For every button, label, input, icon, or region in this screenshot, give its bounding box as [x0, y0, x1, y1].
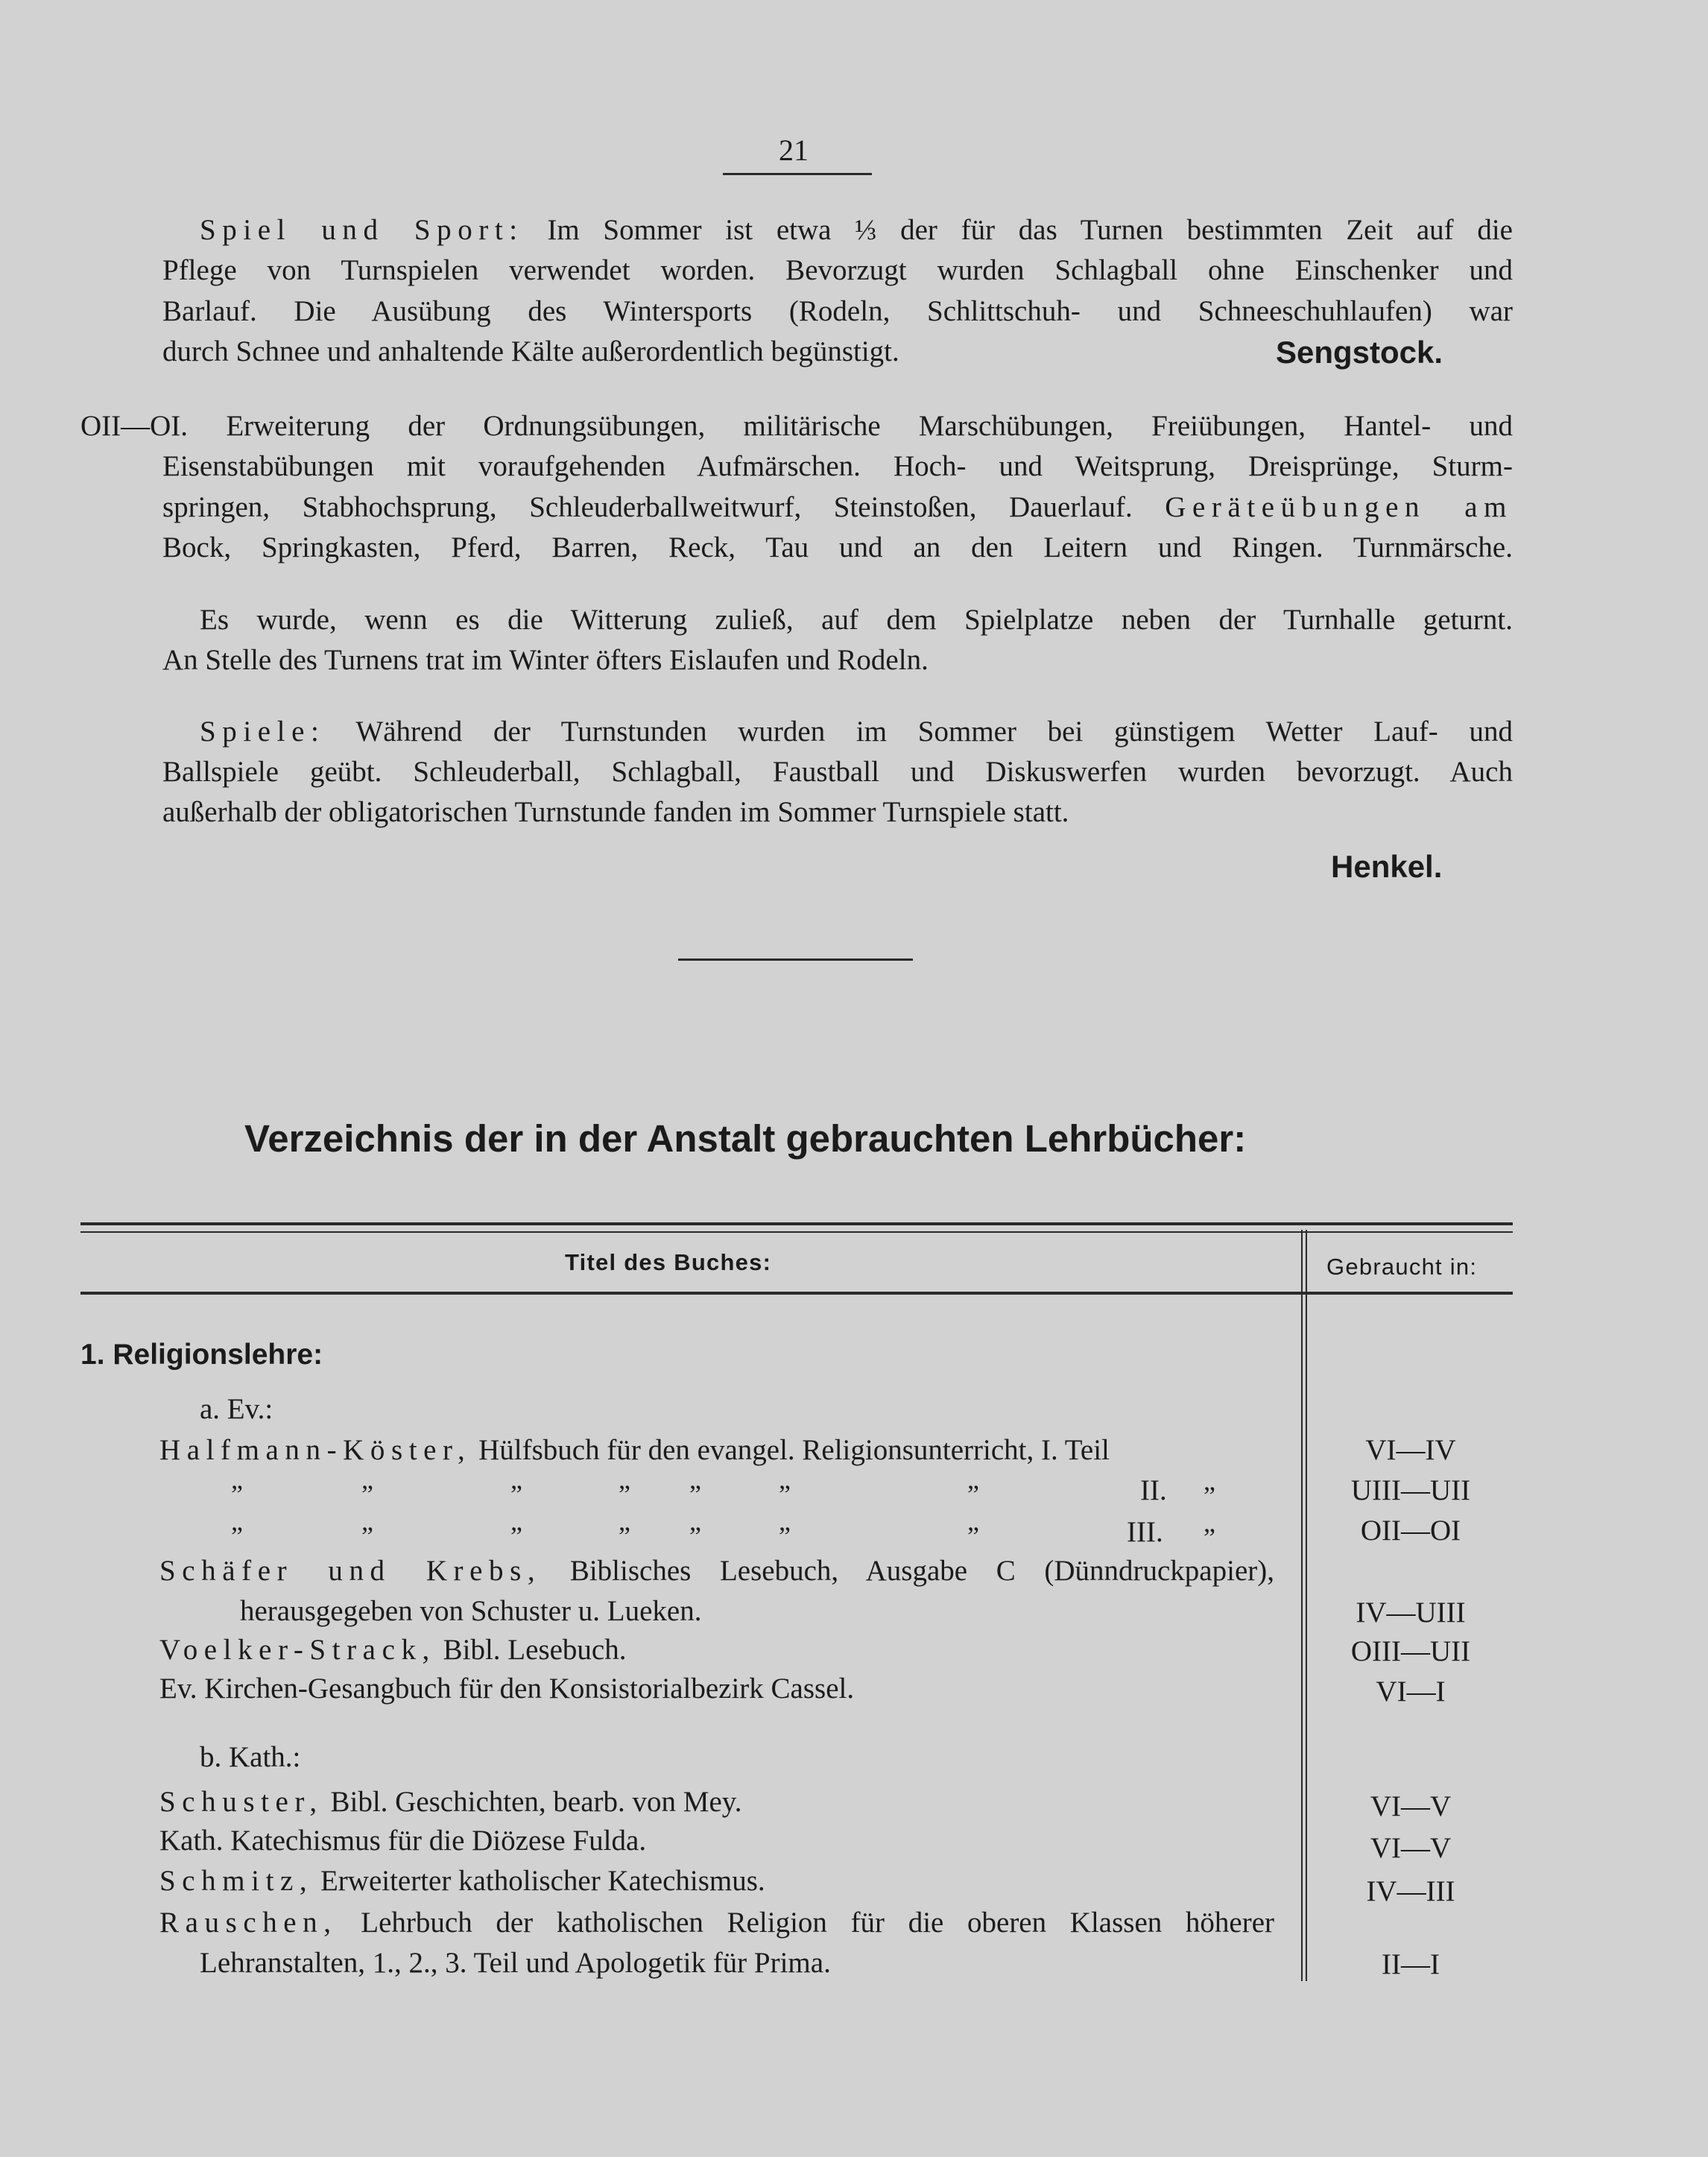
author-halfmann: Halfmann-Köster, — [159, 1434, 472, 1466]
section-separator — [678, 959, 913, 961]
book-schaefer-line-2: herausgegeben von Schuster u. Lueken. — [240, 1595, 702, 1627]
subsection-kath: b. Kath.: — [200, 1741, 301, 1773]
table-top-rule-thick — [80, 1222, 1513, 1225]
used-schuster: VI—V — [1370, 1790, 1452, 1822]
ditto-mark: ” — [779, 1521, 791, 1551]
used-halfmann: VI—IV — [1365, 1434, 1456, 1466]
ditto-mark: ” — [510, 1479, 522, 1509]
book-halfmann — [159, 1436, 1110, 1465]
book-kath-katechismus: Kath. Katechismus für die Diözese Fulda. — [159, 1825, 647, 1857]
textbook-list-heading: Verzeichnis der in der Anstalt gebrauchten Lehrbücher: — [244, 1117, 1247, 1160]
games-lead: Spiele: — [200, 716, 326, 748]
subsection-ev: a. Ev.: — [200, 1393, 273, 1425]
sport-paragraph-line-4: durch Schnee und anhaltende Kälte außerordentlich begünstigt. — [162, 335, 899, 367]
oii-paragraph-line-3 — [162, 493, 1513, 522]
column-header-title: Titel des Buches: — [565, 1249, 772, 1275]
book-rauschen — [159, 1908, 1274, 1937]
title-schmitz: Erweiterter katholischer Katechismus. — [320, 1865, 765, 1897]
games-paragraph-line-3: außerhalb der obligatorischen Turnstunde fanden im Sommer Turnspiele statt. — [162, 796, 1069, 828]
ditto-mark: ” — [231, 1479, 243, 1509]
ditto-mark: ” — [361, 1479, 373, 1509]
used-voelker: OIII—UII — [1350, 1635, 1471, 1667]
section-religionslehre: 1. Religionslehre: — [80, 1339, 323, 1371]
table-top-rule-thin — [80, 1231, 1513, 1233]
ditto-mark: ” — [689, 1479, 701, 1509]
page-number: 21 — [779, 133, 809, 167]
oii-paragraph-line-1 — [80, 411, 1513, 440]
ditto-mark: ” — [967, 1521, 979, 1551]
sport-lead: Spiel und Sport: — [200, 214, 524, 246]
ditto-mark: ” — [619, 1479, 630, 1509]
part-iii-label: III. — [1127, 1516, 1163, 1548]
ditto-mark: ” — [1203, 1523, 1215, 1553]
used-part-iii: OII—OI — [1360, 1515, 1461, 1547]
used-rauschen: II—I — [1382, 1948, 1440, 1980]
weather-line-1: Es wurde, wenn es die Witterung zuließ, auf dem Spielplatze neben der Turnhalle geturnt. — [200, 604, 1513, 636]
used-kath-katechismus: VI—V — [1370, 1832, 1452, 1864]
sport-paragraph-line-1 — [200, 215, 1513, 244]
book-rauschen-line-2: Lehranstalten, 1., 2., 3. Teil und Apologetik für Prima. — [200, 1947, 831, 1979]
sport-paragraph-line-3: Barlauf. Die Ausübung des Wintersports (Rodeln, Schlittschuh- und Schneeschuhlaufen) war — [162, 295, 1513, 327]
ditto-mark: ” — [619, 1521, 630, 1551]
used-schaefer: IV—UIII — [1356, 1597, 1466, 1629]
book-schmitz — [159, 1866, 765, 1895]
weather-line-2: An Stelle des Turnens trat im Winter öfters Eislaufen und Rodeln. — [162, 644, 929, 676]
ditto-mark: ” — [779, 1479, 791, 1509]
title-schuster: Bibl. Geschichten, bearb. von Mey. — [330, 1786, 742, 1818]
page-number-rule — [723, 173, 872, 175]
ditto-mark: ” — [689, 1521, 701, 1551]
book-voelker — [159, 1635, 627, 1664]
oii-line-3: springen, Stabhochsprung, Schleuderballweitwurf, Steinstoßen, Dauerlauf. — [162, 491, 1133, 523]
oii-paragraph-line-4: Bock, Springkasten, Pferd, Barren, Reck, Tau und an den Leitern und Ringen. Turnmärsche. — [162, 531, 1513, 563]
used-part-ii: UIII—UII — [1350, 1474, 1471, 1506]
ditto-mark: ” — [510, 1521, 522, 1551]
author-schuster: Schuster, — [159, 1786, 323, 1818]
part-ii-label: II. — [1140, 1474, 1167, 1506]
ditto-mark: ” — [1203, 1481, 1215, 1511]
title-voelker: Bibl. Lesebuch. — [443, 1634, 627, 1666]
ditto-mark: ” — [361, 1521, 373, 1551]
oii-line-3-spaced: Geräteübungen am — [1165, 491, 1513, 523]
title-halfmann: Hülfsbuch für den evangel. Religionsunterricht, I. Teil — [478, 1434, 1110, 1466]
ditto-mark: ” — [967, 1479, 979, 1509]
sport-paragraph-line-2: Pflege von Turnspielen verwendet worden. Bevorzugt wurden Schlagball ohne Einschenker und — [162, 254, 1513, 286]
used-gesangbuch: VI—I — [1376, 1676, 1446, 1708]
games-paragraph-line-1 — [200, 717, 1513, 746]
signature-sengstock: Sengstock. — [1276, 335, 1443, 370]
column-header-used: Gebraucht in: — [1326, 1254, 1478, 1280]
title-schaefer: Biblisches Lesebuch, Ausgabe C (Dünndruckpapier), — [569, 1555, 1274, 1587]
author-schmitz: Schmitz, — [159, 1865, 314, 1897]
oii-paragraph-line-2: Eisenstabübungen mit voraufgehenden Aufmärschen. Hoch- und Weitsprung, Dreisprünge, Sturm- — [162, 450, 1513, 482]
book-schaefer — [159, 1556, 1274, 1585]
title-rauschen: Lehrbuch der katholischen Religion für die oberen Klassen höherer — [361, 1907, 1275, 1939]
author-schaefer: Schäfer und Krebs, — [159, 1555, 542, 1587]
table-header-bottom-rule — [80, 1292, 1513, 1295]
author-voelker: Voelker-Strack, — [159, 1634, 436, 1666]
oii-lead: OII—OI. — [80, 410, 189, 442]
book-gesangbuch: Ev. Kirchen-Gesangbuch für den Konsistorialbezirk Cassel. — [159, 1673, 855, 1705]
games-paragraph-line-2: Ballspiele geübt. Schleuderball, Schlagball, Faustball und Diskuswerfen wurden bevorzugt. Auch — [162, 756, 1513, 788]
oii-line-1: Erweiterung der Ordnungsübungen, militärische Marschübungen, Freiübungen, Hantel- und — [226, 410, 1513, 442]
sport-line-1: Im Sommer ist etwa ⅓ der für das Turnen bestimmten Zeit auf die — [547, 214, 1513, 246]
ditto-mark: ” — [231, 1521, 243, 1551]
signature-henkel: Henkel. — [1331, 849, 1443, 884]
games-line-1: Während der Turnstunden wurden im Sommer bei günstigem Wetter Lauf- und — [355, 716, 1513, 748]
used-schmitz: IV—III — [1366, 1875, 1455, 1907]
author-rauschen: Rauschen, — [159, 1907, 338, 1939]
book-schuster — [159, 1787, 741, 1816]
